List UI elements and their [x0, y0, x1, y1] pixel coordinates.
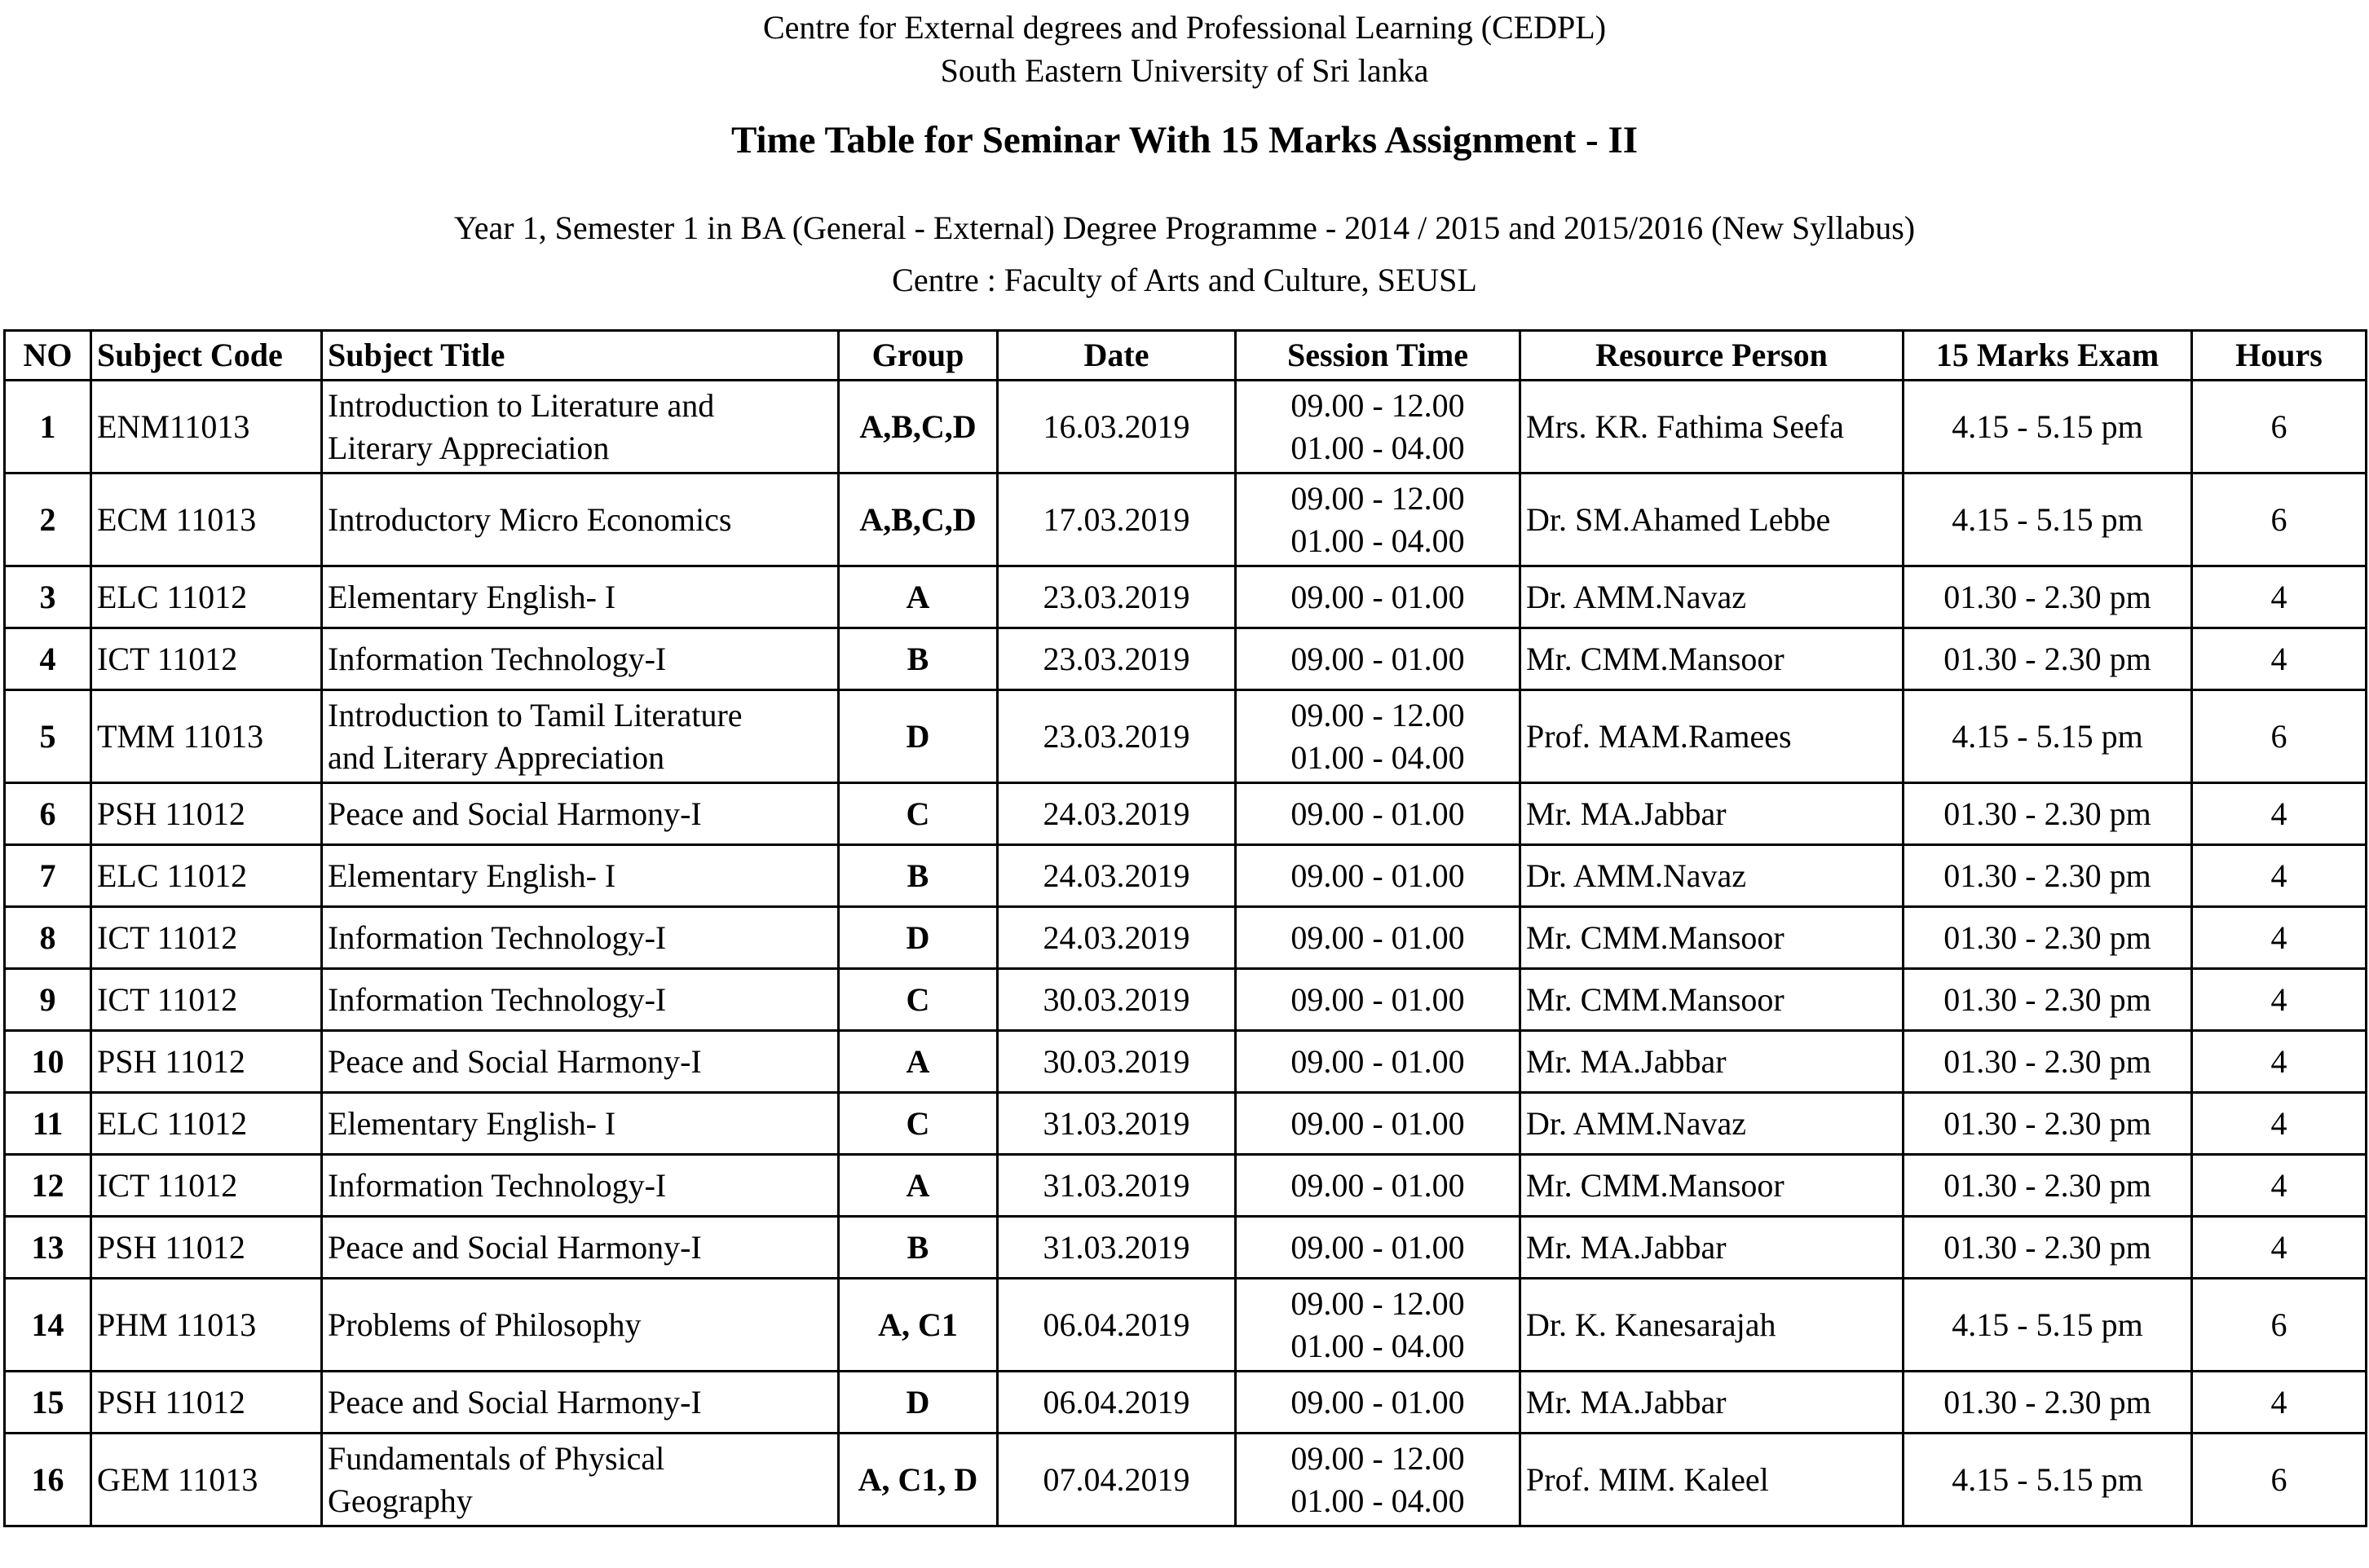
subject-title: [322, 628, 839, 690]
exam-time: 4.15 - 5.15 pm: [1904, 690, 2192, 783]
resource-person: Mr. MA.Jabbar: [1520, 1031, 1904, 1093]
subject-title-line: Geography: [328, 1482, 473, 1519]
session-time: [1236, 1093, 1520, 1155]
exam-time: 01.30 - 2.30 pm: [1904, 969, 2192, 1031]
date: 30.03.2019: [998, 1031, 1236, 1093]
hours: 4: [2192, 1093, 2367, 1155]
resource-person: Mr. MA.Jabbar: [1520, 1217, 1904, 1279]
subject-title: [322, 845, 839, 907]
date: 31.03.2019: [998, 1093, 1236, 1155]
institution-name: Centre for External degrees and Professional Learning (CEDPL): [762, 9, 1607, 46]
table-row: [5, 783, 2367, 845]
subject-title: [322, 907, 839, 969]
session-time-line: 09.00 - 01.00: [1290, 918, 1465, 956]
subject-code: ELC 11012: [91, 566, 322, 628]
session-time-line: 09.00 - 12.00: [1290, 386, 1465, 424]
session-time: [1236, 566, 1520, 628]
col-header-session-time: Session Time: [1236, 331, 1520, 381]
session-time-line: 01.00 - 04.00: [1290, 1327, 1465, 1364]
session-time-line: 09.00 - 12.00: [1290, 1284, 1465, 1322]
table-row: [5, 473, 2367, 566]
subject-title-line: and Literary Appreciation: [328, 738, 665, 776]
exam-time: 4.15 - 5.15 pm: [1904, 1434, 2192, 1526]
group: A, C1, D: [839, 1434, 998, 1526]
session-time: [1236, 969, 1520, 1031]
session-time: [1236, 1372, 1520, 1434]
session-time-line: 09.00 - 01.00: [1290, 1383, 1465, 1420]
table-row: [5, 1434, 2367, 1526]
subject-code: ELC 11012: [91, 1093, 322, 1155]
col-header-subject-code: Subject Code: [91, 331, 322, 381]
session-time-line: 01.00 - 04.00: [1290, 429, 1465, 466]
session-time-line: 09.00 - 12.00: [1290, 1439, 1465, 1477]
table-row: [5, 690, 2367, 783]
subject-title: [322, 783, 839, 845]
group: A,B,C,D: [839, 381, 998, 473]
resource-person: Mr. CMM.Mansoor: [1520, 1155, 1904, 1217]
table-header-row: [5, 331, 2367, 381]
exam-time: 4.15 - 5.15 pm: [1904, 473, 2192, 566]
subject-title: [322, 473, 839, 566]
subject-code: PSH 11012: [91, 1217, 322, 1279]
subject-title-line: Introduction to Literature and: [328, 386, 715, 424]
subject-title-line: Information Technology-I: [328, 1166, 667, 1204]
exam-time: 01.30 - 2.30 pm: [1904, 845, 2192, 907]
resource-person: Mrs. KR. Fathima Seefa: [1520, 381, 1904, 473]
session-time: [1236, 381, 1520, 473]
hours: 4: [2192, 1155, 2367, 1217]
date: 16.03.2019: [998, 381, 1236, 473]
session-time-line: 09.00 - 01.00: [1290, 1166, 1465, 1204]
subject-title-line: Elementary English- I: [328, 578, 616, 615]
subject-code: ECM 11013: [91, 473, 322, 566]
hours: 6: [2192, 473, 2367, 566]
document-title: Time Table for Seminar With 15 Marks Assignment - II: [730, 119, 1639, 161]
session-time: [1236, 1217, 1520, 1279]
row-number: 8: [5, 907, 91, 969]
session-time: [1236, 907, 1520, 969]
resource-person: Dr. SM.Ahamed Lebbe: [1520, 473, 1904, 566]
session-time: [1236, 1031, 1520, 1093]
row-number: 3: [5, 566, 91, 628]
table-row: [5, 1372, 2367, 1434]
hours: 6: [2192, 381, 2367, 473]
exam-time: 01.30 - 2.30 pm: [1904, 1372, 2192, 1434]
subject-title: [322, 1093, 839, 1155]
row-number: 1: [5, 381, 91, 473]
date: 23.03.2019: [998, 628, 1236, 690]
subject-title-line: Introductory Micro Economics: [328, 500, 732, 538]
date: 23.03.2019: [998, 690, 1236, 783]
resource-person: Mr. CMM.Mansoor: [1520, 628, 1904, 690]
session-time-line: 01.00 - 04.00: [1290, 738, 1465, 776]
session-time-line: 09.00 - 01.00: [1290, 980, 1465, 1018]
group: C: [839, 1093, 998, 1155]
session-time-line: 09.00 - 01.00: [1290, 795, 1465, 832]
hours: 4: [2192, 907, 2367, 969]
table-row: [5, 381, 2367, 473]
subject-title: [322, 381, 839, 473]
subject-title: [322, 1434, 839, 1526]
table-row: [5, 1155, 2367, 1217]
session-time-line: 01.00 - 04.00: [1290, 1482, 1465, 1519]
hours: 4: [2192, 566, 2367, 628]
session-time-line: 09.00 - 12.00: [1290, 696, 1465, 733]
hours: 6: [2192, 1279, 2367, 1372]
subject-code: PSH 11012: [91, 783, 322, 845]
session-time-line: 01.00 - 04.00: [1290, 522, 1465, 559]
hours: 4: [2192, 845, 2367, 907]
exam-time: 01.30 - 2.30 pm: [1904, 1031, 2192, 1093]
resource-person: Mr. MA.Jabbar: [1520, 1372, 1904, 1434]
resource-person: Dr. K. Kanesarajah: [1520, 1279, 1904, 1372]
subject-title-line: Elementary English- I: [328, 1104, 616, 1142]
subject-code: TMM 11013: [91, 690, 322, 783]
row-number: 15: [5, 1372, 91, 1434]
subject-title-line: Peace and Social Harmony-I: [328, 1042, 702, 1080]
subject-title: [322, 1217, 839, 1279]
col-header-group: Group: [839, 331, 998, 381]
col-header-hours: Hours: [2192, 331, 2367, 381]
table-body: [5, 381, 2367, 1526]
date: 06.04.2019: [998, 1279, 1236, 1372]
group: C: [839, 783, 998, 845]
subject-title-line: Peace and Social Harmony-I: [328, 1383, 702, 1420]
hours: 6: [2192, 690, 2367, 783]
exam-time: 4.15 - 5.15 pm: [1904, 381, 2192, 473]
subject-title: [322, 566, 839, 628]
row-number: 2: [5, 473, 91, 566]
resource-person: Prof. MIM. Kaleel: [1520, 1434, 1904, 1526]
subject-title-line: Peace and Social Harmony-I: [328, 795, 702, 832]
row-number: 6: [5, 783, 91, 845]
exam-time: 01.30 - 2.30 pm: [1904, 628, 2192, 690]
session-time: [1236, 628, 1520, 690]
exam-time: 01.30 - 2.30 pm: [1904, 1093, 2192, 1155]
subject-title-line: Fundamentals of Physical: [328, 1439, 665, 1477]
group: D: [839, 690, 998, 783]
group: D: [839, 907, 998, 969]
exam-time: 01.30 - 2.30 pm: [1904, 1217, 2192, 1279]
col-header-subject-title: Subject Title: [322, 331, 839, 381]
hours: 4: [2192, 628, 2367, 690]
session-time-line: 09.00 - 01.00: [1290, 1104, 1465, 1142]
programme-description: Year 1, Semester 1 in BA (General - External) Degree Programme - 2014 / 2015 and 2015/2016 (New Syllabus): [453, 209, 1916, 246]
table-row: [5, 566, 2367, 628]
centre-info: Centre : Faculty of Arts and Culture, SEUSL: [892, 262, 1477, 298]
resource-person: Dr. AMM.Navaz: [1520, 1093, 1904, 1155]
subject-title-line: Information Technology-I: [328, 980, 667, 1018]
hours: 4: [2192, 1217, 2367, 1279]
date: 07.04.2019: [998, 1434, 1236, 1526]
subject-title: [322, 969, 839, 1031]
row-number: 12: [5, 1155, 91, 1217]
subject-title-line: Peace and Social Harmony-I: [328, 1228, 702, 1266]
session-time-line: 09.00 - 12.00: [1290, 479, 1465, 517]
row-number: 14: [5, 1279, 91, 1372]
resource-person: Mr. CMM.Mansoor: [1520, 907, 1904, 969]
row-number: 4: [5, 628, 91, 690]
subject-title-line: Information Technology-I: [328, 640, 667, 677]
date: 31.03.2019: [998, 1217, 1236, 1279]
group: C: [839, 969, 998, 1031]
session-time-line: 09.00 - 01.00: [1290, 1228, 1465, 1266]
table-row: [5, 628, 2367, 690]
group: A: [839, 1031, 998, 1093]
group: A, C1: [839, 1279, 998, 1372]
session-time-line: 09.00 - 01.00: [1290, 857, 1465, 894]
date: 30.03.2019: [998, 969, 1236, 1031]
subject-code: ICT 11012: [91, 1155, 322, 1217]
resource-person: Dr. AMM.Navaz: [1520, 845, 1904, 907]
date: 24.03.2019: [998, 845, 1236, 907]
subject-title-line: Introduction to Tamil Literature: [328, 696, 743, 733]
date: 06.04.2019: [998, 1372, 1236, 1434]
session-time: [1236, 473, 1520, 566]
hours: 6: [2192, 1434, 2367, 1526]
col-header-date: Date: [998, 331, 1236, 381]
hours: 4: [2192, 783, 2367, 845]
row-number: 16: [5, 1434, 91, 1526]
table-row: [5, 1031, 2367, 1093]
session-time-line: 09.00 - 01.00: [1290, 578, 1465, 615]
exam-time: 01.30 - 2.30 pm: [1904, 783, 2192, 845]
session-time-line: 09.00 - 01.00: [1290, 640, 1465, 677]
subject-code: ELC 11012: [91, 845, 322, 907]
subject-code: ICT 11012: [91, 907, 322, 969]
timetable: [3, 329, 2367, 1527]
date: 31.03.2019: [998, 1155, 1236, 1217]
exam-time: 01.30 - 2.30 pm: [1904, 566, 2192, 628]
col-header-resource-person: Resource Person: [1520, 331, 1904, 381]
group: A: [839, 1155, 998, 1217]
resource-person: Prof. MAM.Ramees: [1520, 690, 1904, 783]
resource-person: Mr. CMM.Mansoor: [1520, 969, 1904, 1031]
subject-title: [322, 1155, 839, 1217]
subject-title-line: Literary Appreciation: [328, 429, 610, 466]
hours: 4: [2192, 1372, 2367, 1434]
session-time: [1236, 690, 1520, 783]
table-row: [5, 907, 2367, 969]
group: A,B,C,D: [839, 473, 998, 566]
exam-time: 01.30 - 2.30 pm: [1904, 907, 2192, 969]
table-row: [5, 845, 2367, 907]
subject-title-line: Elementary English- I: [328, 857, 616, 894]
resource-person: Dr. AMM.Navaz: [1520, 566, 1904, 628]
subject-code: ICT 11012: [91, 628, 322, 690]
date: 23.03.2019: [998, 566, 1236, 628]
table-row: [5, 969, 2367, 1031]
subject-title: [322, 690, 839, 783]
session-time: [1236, 1434, 1520, 1526]
subject-title-line: Problems of Philosophy: [328, 1306, 642, 1343]
session-time: [1236, 1279, 1520, 1372]
date: 24.03.2019: [998, 783, 1236, 845]
subject-code: PSH 11012: [91, 1031, 322, 1093]
hours: 4: [2192, 1031, 2367, 1093]
subject-code: PSH 11012: [91, 1372, 322, 1434]
col-header-no: NO: [5, 331, 91, 381]
row-number: 11: [5, 1093, 91, 1155]
session-time: [1236, 1155, 1520, 1217]
subject-title: [322, 1031, 839, 1093]
subject-title: [322, 1372, 839, 1434]
row-number: 9: [5, 969, 91, 1031]
resource-person: Mr. MA.Jabbar: [1520, 783, 1904, 845]
session-time-line: 09.00 - 01.00: [1290, 1042, 1465, 1080]
group: B: [839, 845, 998, 907]
table-row: [5, 1279, 2367, 1372]
group: B: [839, 1217, 998, 1279]
subject-code: GEM 11013: [91, 1434, 322, 1526]
group: B: [839, 628, 998, 690]
table-row: [5, 1217, 2367, 1279]
subject-title-line: Information Technology-I: [328, 918, 667, 956]
col-header-exam: 15 Marks Exam: [1904, 331, 2192, 381]
row-number: 7: [5, 845, 91, 907]
date: 24.03.2019: [998, 907, 1236, 969]
group: A: [839, 566, 998, 628]
group: D: [839, 1372, 998, 1434]
row-number: 10: [5, 1031, 91, 1093]
university-name: South Eastern University of Sri lanka: [940, 52, 1429, 89]
session-time: [1236, 783, 1520, 845]
date: 17.03.2019: [998, 473, 1236, 566]
exam-time: 4.15 - 5.15 pm: [1904, 1279, 2192, 1372]
subject-title: [322, 1279, 839, 1372]
subject-code: ENM11013: [91, 381, 322, 473]
subject-code: PHM 11013: [91, 1279, 322, 1372]
subject-code: ICT 11012: [91, 969, 322, 1031]
session-time: [1236, 845, 1520, 907]
hours: 4: [2192, 969, 2367, 1031]
exam-time: 01.30 - 2.30 pm: [1904, 1155, 2192, 1217]
row-number: 5: [5, 690, 91, 783]
row-number: 13: [5, 1217, 91, 1279]
table-row: [5, 1093, 2367, 1155]
